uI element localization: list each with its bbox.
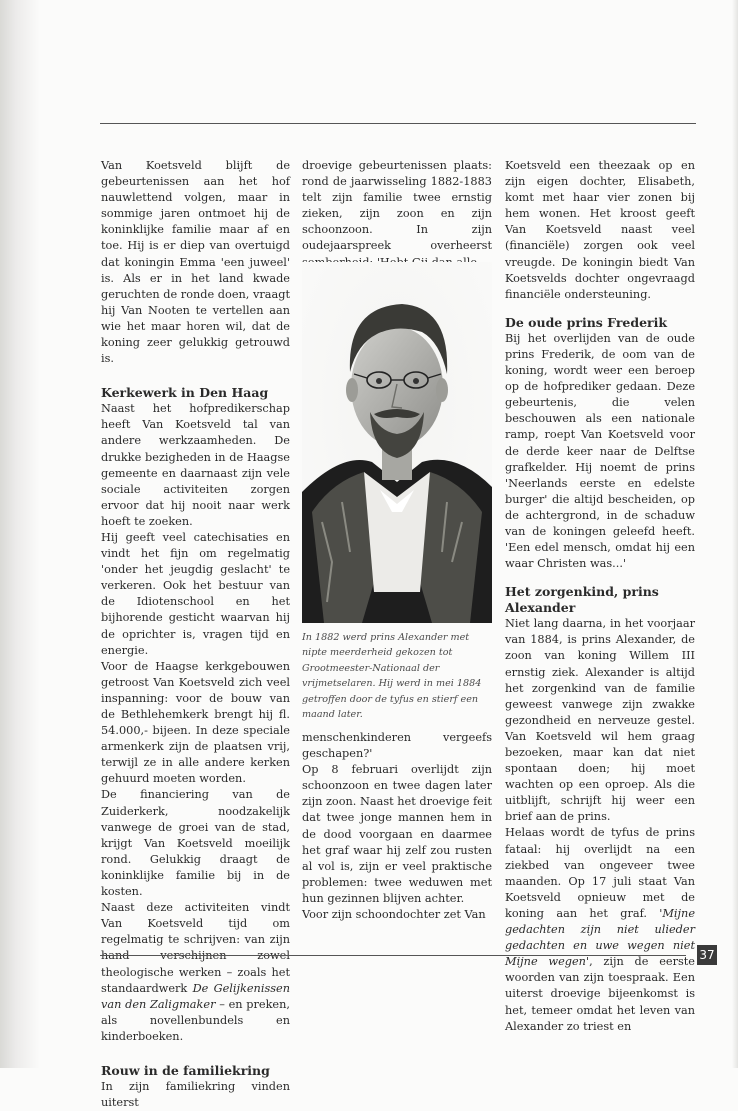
column-1: [101, 158, 290, 1111]
paragraph: Voor zijn schoondochter zet Van: [302, 908, 486, 922]
column-3: [505, 158, 695, 1035]
page-number: 37: [697, 945, 717, 965]
book-title: De Gelijkenissen van den Zaligmaker: [101, 981, 290, 1011]
paragraph: Bij het overlijden van de oude prins Frederik, de oom van de koning, wordt weer een beroep op de hofprediker gedaan. Deze gebeurtenis, die velen beschouwen als een nationale ramp, roept Van Koetsveld voor de derde keer naar de Delftse grafkelder. Hij noemt de prins 'Neerlands eerste en edelste burger' die altijd bescheiden, op de achtergrond, in de schaduw van de koningen geleefd heeft. 'Een edel mensch, omdat hij een waar Christen was...': [505, 331, 695, 571]
section-heading-prins-frederik: De oude prins Frederik: [505, 314, 668, 330]
column-2: [302, 158, 492, 271]
portrait-illustration: [302, 262, 492, 623]
top-rule: [100, 123, 696, 124]
section-heading-rouw: Rouw in de familiekring: [101, 1062, 270, 1078]
paragraph: Hij geeft veel catechisaties en vindt het fijn om regelmatig 'onder het jeugdig geslacht' te verkeren. Ook het bestuur van de Idiotenschool en het bijhorende gesticht waarvan hij de oprichter is, vragen tijd en energie.: [101, 530, 290, 657]
paragraph: Koetsveld een theezaak op en zijn eigen dochter, Elisabeth, komt met haar vier zonen bij hem wonen. Het kroost geeft Van Koetsveld naast veel (financiële) zorgen ook veel vreugde. De koningin biedt Van Koetsvelds dochter ongevraagd financiële ondersteuning.: [505, 159, 695, 301]
bottom-rule: [100, 955, 686, 956]
page-gutter-shadow: [0, 0, 40, 1068]
caption-text: In 1882 werd prins Alexander met nipte meerderheid gekozen tot Grootmeester-Nationaal der vrijmetselaren. Hij werd in mei 1884 getroffen door de tyfus en stierf een maand later.: [302, 632, 482, 721]
portrait-photo: [302, 262, 492, 623]
paragraph: De financiering van de Zuiderkerk, noodzakelijk vanwege de groei van de stad, krijgt Van Koetsveld moeilijk rond. Gelukkig draagt de koninklijke familie bij in de kosten.: [101, 788, 290, 899]
paragraph-intro: Van Koetsveld blijft de gebeurtenissen aan het hof nauwlettend volgen, maar in sommige jaren ontmoet hij de koninklijke familie maar af en toe. Hij is er diep van overtuigd dat koningin Emma 'een juweel' is. Als er in het land kwade geruchten de ronde doen, vraagt hij Van Nooten te vertellen aan wie het maar horen wil, dat de koning zeer gelukkig getrouwd is.: [101, 159, 290, 366]
paragraph: Naast het hofpredikerschap heeft Van Koetsveld tal van andere werkzaamheden. De drukke bezigheden in de Haagse gemeente en daarnaast zijn vele sociale activiteiten zorgen ervoor dat hij nooit naar werk hoeft te zoeken.: [101, 402, 290, 528]
section-heading-kerkewerk: Kerkewerk in Den Haag: [101, 385, 269, 401]
paragraph: Niet lang daarna, in het voorjaar van 1884, is prins Alexander, de zoon van koning Willem III ernstig ziek. Alexander is altijd het zorgenkind van de familie geweest vanwege zijn zwakke gezondheid en nerveuze gestel. Van Koetsveld wil hem graag bezoeken, maar kan dat niet spontaan doen; hij moet wachten op een oproep. Als die uitblijft, schrijft hij weer een brief aan de prins.: [505, 617, 695, 824]
paragraph: droevige gebeurtenissen plaats: rond de jaarwisseling 1882-1883 telt zijn familie twee ernstig zieken, zijn zoon en zijn schoonzoon. In zijn oudejaarspreek overheerst: [302, 159, 492, 253]
section-heading-prins-alexander: Het zorgenkind, prins Alexander: [505, 584, 659, 616]
paragraph: Naast deze activiteiten vindt Van Koetsveld tijd om regelmatig te schrijven: van zijn hand verschijnen zowel theologische werken – zoals het standaardwerk De Gelijkenissen van den Zaligmaker – en preken, als novellenbundels en kinderboeken.: [101, 901, 290, 1043]
paragraph: Voor de Haagse kerkgebouwen getroost Van Koetsveld zich veel inspanning: voor de bouw van de Bethlehemkerk brengt hij fl. 54.000,- bijeen. In deze speciale armenkerk zijn de plaatsen vrij, terwijl ze in alle andere kerken gehuurd moeten worden.: [101, 659, 290, 786]
page-edge-shadow: [732, 0, 738, 1068]
paragraph: In zijn familiekring vinden uiterst: [101, 1079, 290, 1110]
photo-caption: [302, 630, 492, 722]
paragraph: menschenkinderen vergeefs geschapen?': [302, 731, 492, 761]
paragraph: Op 8 februari overlijdt zijn schoonzoon en twee dagen later zijn zoon. Naast het droevige feit dat twee jonge mannen hem in de dood voorgaan en daarmee het graf waar hij zelf zou rusten al vol is, zijn er veel praktische problemen: twee weduwen met hun gezinnen blijven achter.: [302, 763, 492, 905]
bible-quote: 'Mijne gedachten zijn niet ulieder gedachten en uwe wegen niet Mijne wegen': [505, 906, 695, 969]
column-2-continued: [302, 730, 492, 923]
paragraph: Helaas wordt de tyfus de prins fataal: hij overlijdt na een ziekbed van ongeveer twee maanden. Op 17 juli staat Van Koetsveld opnieuw met de koning aan het graf. 'Mijne gedachten zijn niet ulieder gedachten en uwe wegen niet Mijne wegen', zijn de eerste woorden van zijn toespraak. Een uiterst droevige bijeenkomst is het, temeer omdat het leven van Alexander zo triest en: [505, 826, 695, 1033]
